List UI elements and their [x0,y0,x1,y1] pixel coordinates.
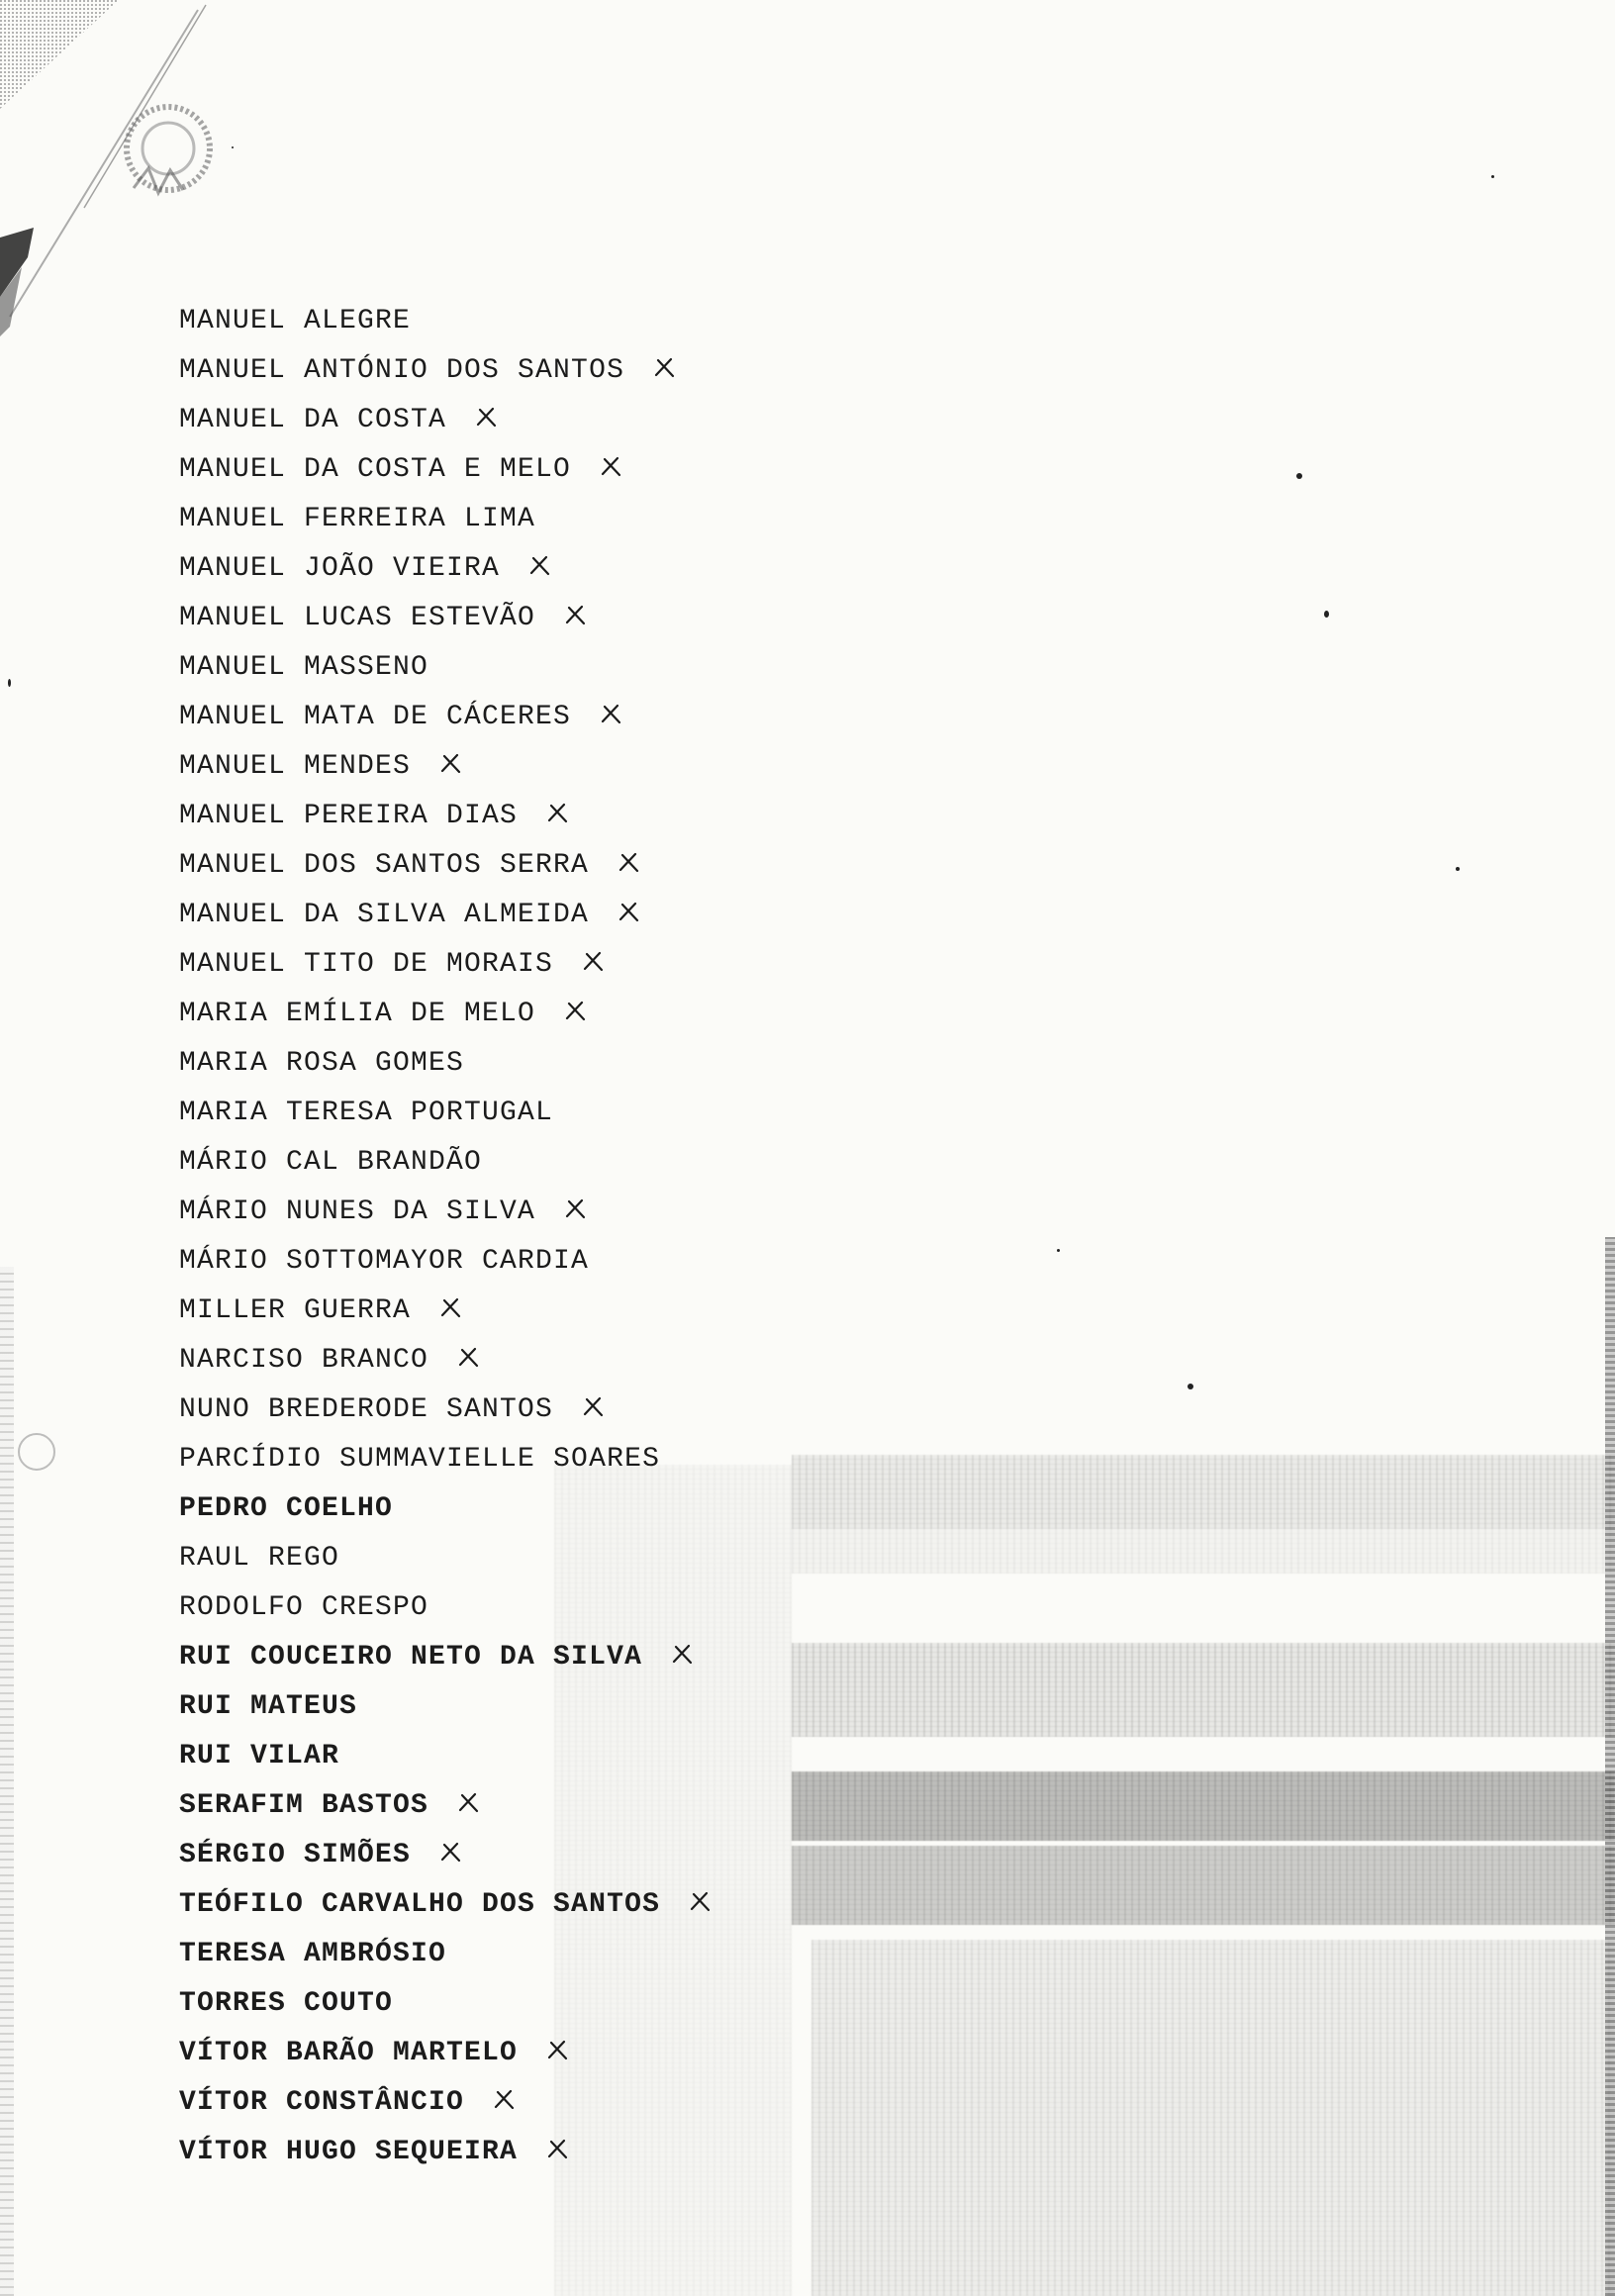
ink-speck [8,679,11,687]
name-text: MANUEL FERREIRA LIMA [179,504,536,534]
name-list-item [179,1386,712,1435]
name-text: MANUEL TITO DE MORAIS [179,949,554,980]
name-list-item [179,1287,712,1336]
name-list-item [179,940,712,990]
name-text: MANUEL MENDES [179,751,412,782]
name-list-item [179,297,712,346]
scan-noise-band [792,1846,1615,1925]
name-list-item [179,1484,712,1534]
name-text: MANUEL MASSENO [179,652,429,683]
name-list-item [179,396,712,445]
name-text: MANUEL DA COSTA [179,405,447,435]
name-list-item [179,495,712,544]
name-text: SERAFIM BASTOS [179,1790,429,1821]
name-list-item [179,1732,712,1781]
name-text: NUNO BREDERODE SANTOS [179,1394,554,1425]
ink-speck [232,146,234,148]
x-mark-icon [438,751,462,775]
name-text: MÁRIO CAL BRANDÃO [179,1147,483,1178]
name-list-item [179,1633,712,1682]
x-mark-icon [599,454,622,478]
name-text: MANUEL DA SILVA ALMEIDA [179,900,590,930]
name-list-item [179,2029,712,2078]
name-list-item [179,1138,712,1188]
name-text: RUI MATEUS [179,1691,358,1722]
name-text: MANUEL MATA DE CÁCERES [179,702,572,732]
x-mark-icon [563,1196,587,1220]
scan-edge-shadow [0,1267,14,2296]
name-list-item [179,1682,712,1732]
name-list-item [179,1237,712,1287]
name-text: MANUEL PEREIRA DIAS [179,801,519,831]
x-mark-icon [670,1642,694,1666]
name-text: MANUEL DA COSTA E MELO [179,454,572,485]
name-list-item [179,1534,712,1583]
scan-noise-band [792,1643,1615,1737]
name-list-item [179,1930,712,1979]
name-list [179,297,712,2177]
name-list-item [179,1831,712,1880]
ink-speck [1188,1384,1193,1389]
name-list-item [179,2078,712,2128]
name-list-item [179,1435,712,1484]
name-text: TEÓFILO CARVALHO DOS SANTOS [179,1889,661,1920]
name-list-item [179,1880,712,1930]
name-list-item [179,693,712,742]
x-mark-icon [581,1394,605,1418]
name-text: MANUEL LUCAS ESTEVÃO [179,603,536,633]
name-list-item [179,742,712,792]
name-text: VÍTOR CONSTÂNCIO [179,2087,465,2118]
scan-noise-band [811,1940,1615,2296]
name-text: MILLER GUERRA [179,1295,412,1326]
scan-noise-band [792,1455,1615,1529]
x-mark-icon [456,1345,480,1369]
name-text: VÍTOR HUGO SEQUEIRA [179,2137,519,2167]
name-text: PEDRO COELHO [179,1493,394,1524]
name-list-item [179,544,712,594]
name-text: RAUL REGO [179,1543,340,1574]
x-mark-icon [527,553,551,577]
ink-speck [1057,1249,1060,1252]
name-list-item [179,792,712,841]
name-text: TORRES COUTO [179,1988,394,2019]
x-mark-icon [688,1889,712,1913]
name-text: MANUEL ANTÓNIO DOS SANTOS [179,355,625,386]
name-list-item [179,445,712,495]
name-list-item [179,1583,712,1633]
name-text: MANUEL JOÃO VIEIRA [179,553,501,584]
name-text: MARIA ROSA GOMES [179,1048,465,1079]
x-mark-icon [617,850,640,874]
name-text: NARCISO BRANCO [179,1345,429,1376]
name-list-item [179,841,712,891]
name-text: TERESA AMBRÓSIO [179,1939,447,1969]
x-mark-icon [456,1790,480,1814]
name-list-item [179,2128,712,2177]
seal-stamp-graphic [0,0,238,336]
x-mark-icon [652,355,676,379]
scan-noise-band [792,1529,1615,1574]
ink-speck [1324,611,1329,618]
scan-edge-shadow [1605,1237,1615,2296]
ink-speck [1296,473,1302,479]
name-list-item [179,594,712,643]
x-mark-icon [599,702,622,725]
x-mark-icon [492,2087,516,2111]
name-list-item [179,346,712,396]
punch-hole [18,1433,55,1471]
x-mark-icon [474,405,498,429]
x-mark-icon [545,2038,569,2061]
scan-noise-band [792,1771,1615,1841]
name-text: MARIA EMÍLIA DE MELO [179,999,536,1029]
name-list-item [179,1089,712,1138]
name-text: RUI COUCEIRO NETO DA SILVA [179,1642,643,1673]
name-text: MANUEL DOS SANTOS SERRA [179,850,590,881]
name-text: SÉRGIO SIMÕES [179,1840,412,1870]
x-mark-icon [438,1295,462,1319]
name-text: MANUEL ALEGRE [179,306,412,336]
name-list-item [179,1039,712,1089]
name-list-item [179,1781,712,1831]
x-mark-icon [563,603,587,626]
name-list-item [179,891,712,940]
name-text: RUI VILAR [179,1741,340,1771]
name-text: PARCÍDIO SUMMAVIELLE SOARES [179,1444,661,1475]
ink-speck [1456,867,1460,871]
name-list-item [179,990,712,1039]
x-mark-icon [438,1840,462,1864]
x-mark-icon [545,2137,569,2160]
x-mark-icon [617,900,640,923]
name-text: MÁRIO NUNES DA SILVA [179,1196,536,1227]
name-text: MARIA TERESA PORTUGAL [179,1098,554,1128]
name-text: VÍTOR BARÃO MARTELO [179,2038,519,2068]
x-mark-icon [581,949,605,973]
ink-speck [1491,175,1494,178]
x-mark-icon [563,999,587,1022]
name-list-item [179,1979,712,2029]
name-text: RODOLFO CRESPO [179,1592,429,1623]
name-list-item [179,643,712,693]
name-list-item [179,1188,712,1237]
name-list-item [179,1336,712,1386]
x-mark-icon [545,801,569,824]
name-text: MÁRIO SOTTOMAYOR CARDIA [179,1246,590,1277]
